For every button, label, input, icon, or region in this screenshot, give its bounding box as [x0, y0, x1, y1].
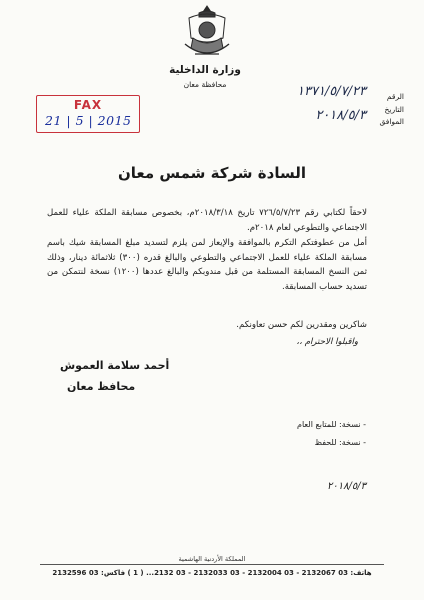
ministry-name: وزارة الداخلية [169, 64, 241, 76]
footer-address: المملكة الأردنية الهاشمية [178, 555, 246, 563]
reference-corresponding-label: الموافق [379, 117, 404, 126]
signatory-title: محافظ معان [67, 380, 136, 393]
fax-stamp-date: 21 | 5 | 2015 [45, 113, 132, 128]
fax-stamp [36, 95, 140, 133]
reference-number-value: ١٣٧١/٥/٧/٢٣ [297, 84, 366, 99]
letter-closing: واقبلوا الاحترام ،، [296, 337, 358, 347]
letter-paragraph-2: أمل من عطوفتكم التكرم بالموافقة والإيعاز لمن يلزم لتسديد مبلغ المسابقة شيك باسم مسابقة الملكة علياء للعمل الاجتماعي والتطوعي والبالغ قدره (٣٠٠) ثلاثمائة دينار، وذلك ثمن النسخ المسابقة المستلمة من قبل مندوبكم والبالغ عددها (١٢٠٠) نسخة لنتمكن من تسديد حساب المسابقة. [47, 238, 367, 292]
handwritten-note: ٢٠١٨/٥/٣ [327, 481, 366, 492]
reference-date-label: التاريخ [384, 104, 404, 114]
letter-title: السادة شركة شمس معان [118, 164, 306, 182]
signatory-name: أحمد سلامة العموش [60, 359, 170, 372]
copy-recipient-1: - نسخة: للمتابع العام [297, 420, 366, 429]
coat-of-arms-emblem [181, 4, 233, 62]
letter-body [47, 206, 367, 296]
fax-stamp-label: FAX [73, 98, 103, 112]
letter-paragraph-1: لاحقاً لكتابي رقم ٧٢٦/٥/٧/٢٣ تاريخ ٢٠١٨/٣/١٨م، بخصوص مسابقة الملكة علياء للعمل الاجتماعي والتطوعي لعام ٢٠١٨م. [47, 208, 367, 233]
reference-labels [374, 91, 404, 129]
reference-values [216, 84, 366, 124]
copy-recipient-2: - نسخة: للحفظ [314, 438, 366, 447]
footer-divider [40, 564, 384, 565]
reference-date-value: ٢٠١٨/٥/٣ [315, 108, 366, 123]
letter-greeting: شاكرين ومقدرين لكم حسن تعاونكم. [236, 320, 367, 330]
footer-phones: هاتف: 03 2132067 - 03 2132004 - 03 2132033 - 03 2132... ( 1 ) فاكس: 03 2132596 [52, 569, 372, 577]
governorate-name: محافظة معان [183, 80, 227, 89]
reference-number-label: الرقم [386, 92, 404, 101]
